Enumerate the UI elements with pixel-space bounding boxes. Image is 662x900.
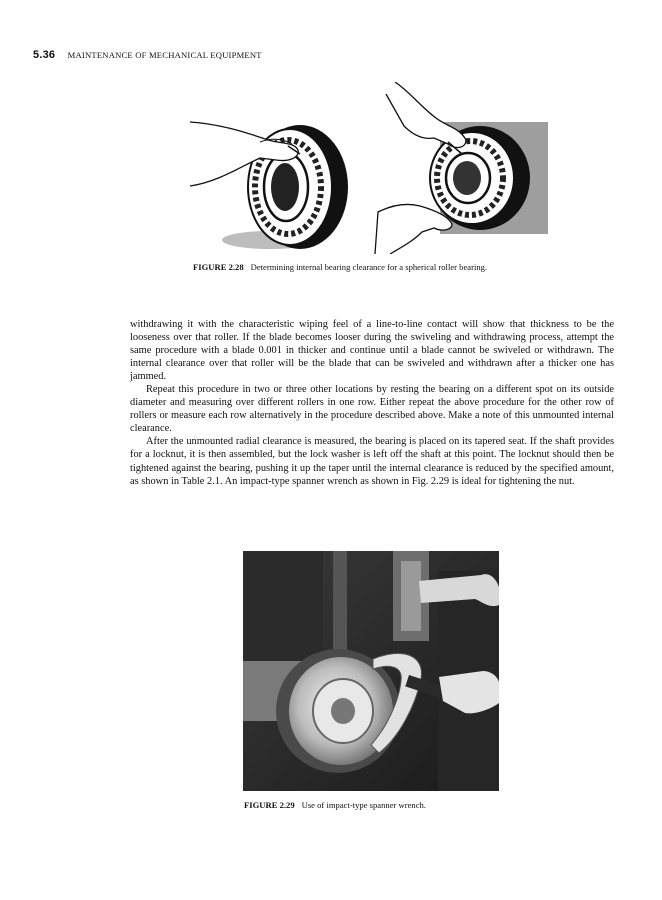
figure-2-29-label: FIGURE 2.29 [244, 800, 295, 810]
figure-2-28-caption [193, 262, 487, 272]
figure-2-29-caption-text: Use of impact-type spanner wrench. [301, 800, 426, 810]
running-header [33, 49, 262, 61]
paragraph-2: Repeat this procedure in two or three other locations by resting the bearing on a different spot on its outside diameter and measuring over different rollers in one row. Either repeat the above procedure for the other row of rollers or measure each row alternatively in the procedure described above. Make a note of this unmounted internal clearance. [130, 384, 614, 435]
figure-2-28-illustration [190, 82, 555, 254]
figure-2-29-photo [243, 551, 499, 791]
paragraph-1: withdrawing it with the characteristic wiping feel of a line-to-line contact will show that thickness to be the looseness over that roller. If the blade becomes looser during the swiveling and withdrawing process, attempt the same procedure with a blade 0.001 in thicker and continue until a blade cannot be swiveled or withdrawn. The internal clearance over that roller will be the blade that can be swiveled and withdrawn after a thicker one has jammed. [130, 319, 614, 383]
figure-2-28-label: FIGURE 2.28 [193, 262, 244, 272]
body-text [130, 318, 614, 488]
page-number: 5.36 [33, 49, 56, 61]
figure-2-29-caption [244, 800, 426, 810]
paragraph-3: After the unmounted radial clearance is measured, the bearing is placed on its tapered seat. If the shaft provides for a locknut, it is then assembled, but the lock washer is left off the shaft at this point. The locknut should then be tightened against the bearing, pushing it up the taper until the internal clearance is reduced by the specified amount, as shown in Table 2.1. An impact-type spanner wrench as shown in Fig. 2.29 is ideal for tightening the nut. [130, 436, 614, 487]
figure-2-28-caption-text: Determining internal bearing clearance for a spherical roller bearing. [250, 262, 488, 272]
running-title: MAINTENANCE OF MECHANICAL EQUIPMENT [67, 50, 262, 60]
